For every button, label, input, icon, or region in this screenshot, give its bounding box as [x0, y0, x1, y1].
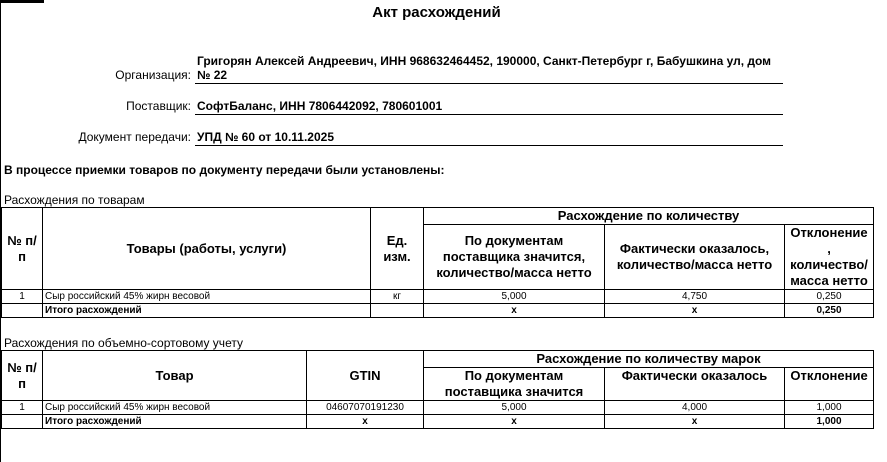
goods-row-actual: 4,750 — [605, 290, 785, 304]
supplier-value: СофтБаланс, ИНН 7806442092, 780601001 — [197, 99, 443, 113]
goods-total-label: Итого расхождений — [43, 304, 371, 318]
table-total-row — [2, 415, 874, 429]
goods-total-by-docs: х — [424, 304, 605, 318]
goods-header-group: Расхождение по количеству — [424, 208, 874, 225]
marks-row-actual: 4,000 — [605, 401, 785, 415]
goods-total-deviation: 0,250 — [785, 304, 874, 318]
goods-section-caption: Расхождения по товарам — [4, 193, 145, 207]
transfer-doc-label: Документ передачи: — [78, 130, 191, 144]
marks-row-by-docs: 5,000 — [424, 401, 605, 415]
marks-header-gtin: GTIN — [307, 351, 424, 401]
document-title: Акт расхождений — [372, 4, 501, 21]
goods-header-unit: Ед. изм. — [371, 208, 424, 290]
organization-label: Организация: — [115, 68, 191, 82]
supplier-underline — [195, 114, 783, 115]
marks-header-deviation: Отклонение — [785, 368, 874, 401]
goods-header-deviation: Отклонение , количество/ масса нетто — [785, 225, 874, 290]
transfer-doc-value: УПД № 60 от 10.11.2025 — [197, 130, 335, 144]
marks-header-actual: Фактически оказалось — [605, 368, 785, 401]
table-row — [2, 401, 874, 415]
goods-header-goods: Товары (работы, услуги) — [43, 208, 371, 290]
marks-total-gtin: х — [307, 415, 424, 429]
marks-total-label: Итого расхождений — [43, 415, 307, 429]
goods-discrepancy-table — [1, 207, 874, 318]
goods-total-actual: х — [605, 304, 785, 318]
marks-header-goods: Товар — [43, 351, 307, 401]
organization-value-line2: № 22 — [197, 68, 228, 82]
marks-total-actual: х — [605, 415, 785, 429]
goods-row-name: Сыр российский 45% жирн весовой — [43, 290, 371, 304]
organization-value-line1: Григорян Алексей Андреевич, ИНН 968632464452, 190000, Санкт-Петербург г, Бабушкина ул, дом — [197, 54, 772, 68]
goods-row-num: 1 — [2, 290, 43, 304]
marks-section-caption: Расхождения по объемно-сортовому учету — [4, 336, 243, 350]
marks-total-deviation: 1,000 — [785, 415, 874, 429]
marks-header-by-docs: По документам поставщика значится — [424, 368, 605, 401]
corner-marker — [0, 0, 44, 3]
goods-row-by-docs: 5,000 — [424, 290, 605, 304]
marks-row-deviation: 1,000 — [785, 401, 874, 415]
marks-header-group: Расхождение по количеству марок — [424, 351, 874, 368]
marks-row-name: Сыр российский 45% жирн весовой — [43, 401, 307, 415]
goods-header-by-docs: По документам поставщика значится, количество/масса нетто — [424, 225, 605, 290]
goods-header-actual: Фактически оказалось, количество/масса нетто — [605, 225, 785, 290]
marks-header-num: № п/п — [2, 351, 43, 401]
supplier-label: Поставщик: — [126, 99, 191, 113]
marks-total-by-docs: х — [424, 415, 605, 429]
goods-row-deviation: 0,250 — [785, 290, 874, 304]
goods-header-num: № п/п — [2, 208, 43, 290]
transfer-doc-underline — [195, 145, 783, 146]
goods-row-unit: кг — [371, 290, 424, 304]
table-row — [2, 290, 874, 304]
intro-text: В процессе приемки товаров по документу передачи были установлены: — [4, 163, 445, 177]
marks-discrepancy-table — [1, 350, 874, 429]
marks-row-num: 1 — [2, 401, 43, 415]
marks-row-gtin: 04607070191230 — [307, 401, 424, 415]
table-total-row — [2, 304, 874, 318]
organization-underline — [195, 83, 783, 84]
